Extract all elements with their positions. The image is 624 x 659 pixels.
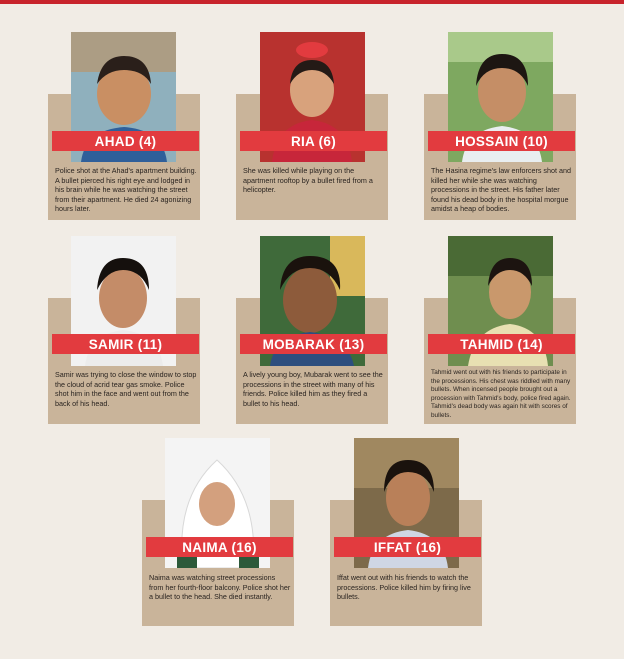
victim-name-mobarak: MOBARAK (13) — [240, 334, 387, 354]
victim-name-ahad: AHAD (4) — [52, 131, 199, 151]
victim-name-ria: RIA (6) — [240, 131, 387, 151]
victim-description-ria: She was killed while playing on the apartment rooftop by a bullet fired from a helicopter. — [243, 166, 373, 195]
victim-description-mobarak: A lively young boy, Mubarak went to see the processions in the street with many of his friends. Police killed him as they fired a bullet to his head. — [243, 370, 383, 408]
victim-name-naima: NAIMA (16) — [146, 537, 293, 557]
victim-description-hossain: The Hasina regime's law enforcers shot and killed her while she was watching processions in the street. His father later found his dead body in the hospital morgue amidst a heap of bodies. — [431, 166, 571, 214]
victim-description-naima: Naima was watching street processions from her fourth-floor balcony. Police shot her a bullet to the head. She died instantly. — [149, 573, 291, 602]
top-accent-rule — [0, 0, 624, 4]
victim-name-tahmid: TAHMID (14) — [428, 334, 575, 354]
victim-description-samir: Samir was trying to close the window to stop the cloud of acrid tear gas smoke. Police shot him in the face and went out from the back of his head. — [55, 370, 197, 408]
victim-description-ahad: Police shot at the Ahad's apartment building. A bullet pierced his right eye and lodged in his brain while he was watching the street from their apartment. He died 24 agonizing hours later. — [55, 166, 197, 214]
victim-description-tahmid: Tahmid went out with his friends to participate in the processions. His chest was riddled with many bullets. When incensed people brought out a procession with Tahmid's body, police fired again. Tahmid's dead body was again hit with scores of bullets. — [431, 369, 571, 419]
victim-description-iffat: Iffat went out with his friends to watch the processions. Police killed him by firing live bullets. — [337, 573, 471, 602]
victim-name-hossain: HOSSAIN (10) — [428, 131, 575, 151]
victim-name-samir: SAMIR (11) — [52, 334, 199, 354]
victim-name-iffat: IFFAT (16) — [334, 537, 481, 557]
